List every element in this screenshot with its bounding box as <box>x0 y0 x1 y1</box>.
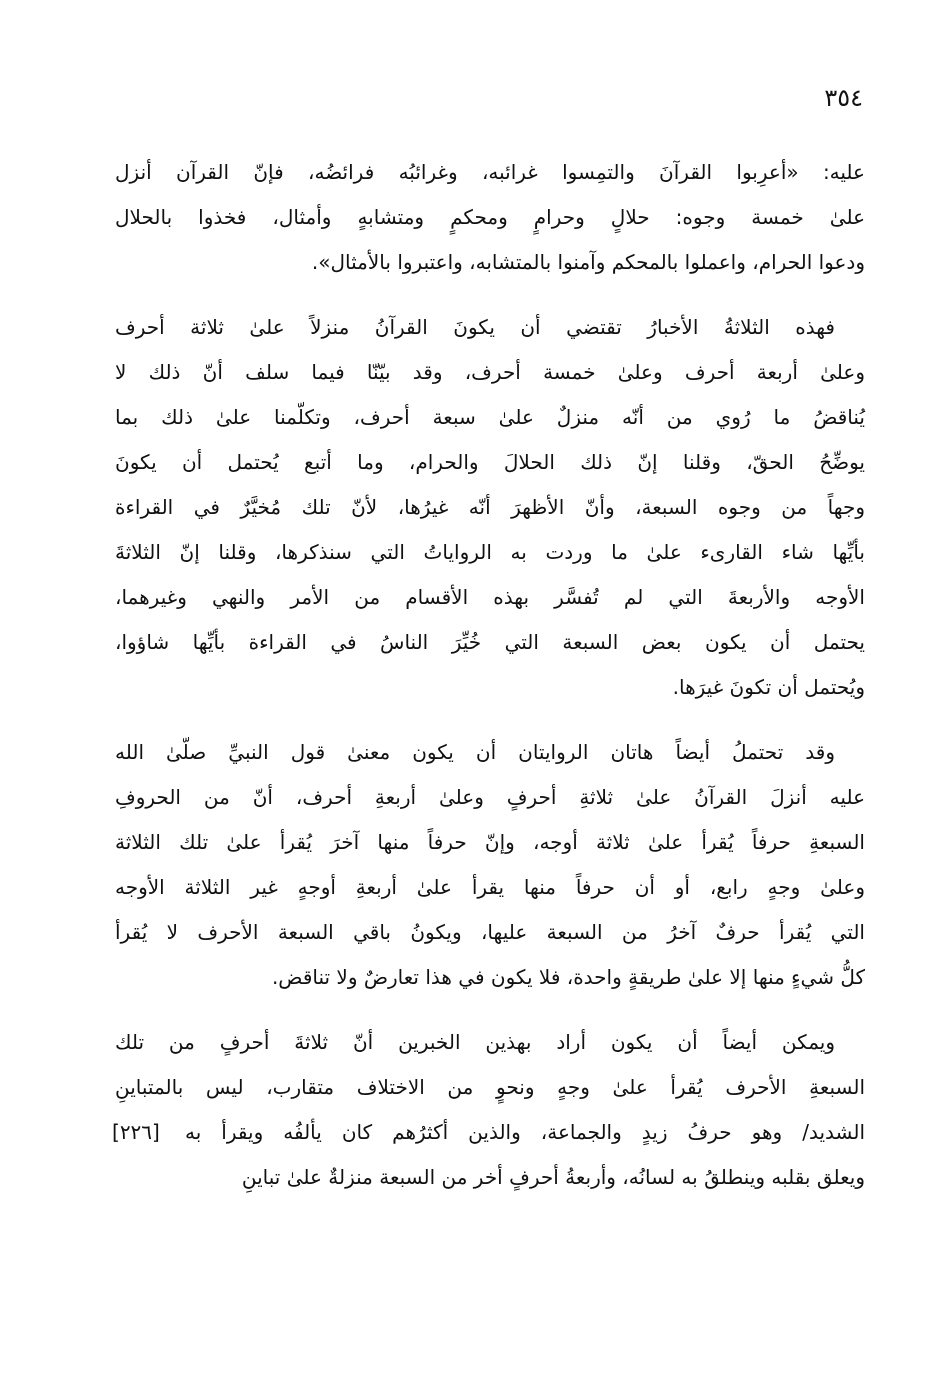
text-line: وعلىٰ وجهٍ رابع، أو أن حرفاً منها يقرأ علىٰ أربعةِ أوجهٍ غير الثلاثة الأوجه <box>115 875 865 899</box>
text-line: الأوجه والأربعةَ التي لم تُفسَّر بهذه الأقسام من الأمر والنهي وغيرهما، <box>115 585 865 609</box>
text-line: ويعلق بقلبه وينطلقُ به لسانُه، وأربعةُ أحرفٍ أخر من السبعة منزلةٌ علىٰ تباينِ <box>241 1165 865 1189</box>
text-line: يُناقضُ ما رُوي من أنّه منزلٌ علىٰ سبعة أحرف، وتكلّمنا علىٰ ذلك بما <box>115 405 865 429</box>
text-line: عليه: «أعرِبوا القرآنَ والتمِسوا غرائبه، وغرائبُه فرائضُه، فإنّ القرآن أنزل <box>115 160 865 184</box>
paragraph <box>115 305 865 710</box>
paragraph <box>115 1020 865 1200</box>
text-line: ويُحتمل أن تكونَ غيرَها. <box>672 675 865 699</box>
text-line: التي يُقرأ حرفٌ آخرُ من السبعة عليها، ويكونُ باقي السبعة الأحرف لا يُقرأ <box>115 920 865 944</box>
text-line: يحتمل أن يكون بعض السبعة التي خُيِّرَ الناسُ في القراءة بأيِّها شاؤوا، <box>115 630 865 654</box>
text-line: السبعةِ الأحرف يُقرأ علىٰ وجهٍ ونحوٍ من الاختلاف متقارب، ليس بالمتباينِ <box>115 1075 865 1099</box>
margin-page-reference: [٢٢٦] <box>112 1120 160 1144</box>
text-line: وقد تحتملُ أيضاً هاتان الروايتان أن يكون معنىٰ قول النبيِّ صلّىٰ الله <box>115 740 835 764</box>
text-line: الشديد/ وهو حرفُ زيدٍ والجماعة، والذين أكثرُهم كان يألفُه ويقرأ به <box>185 1120 865 1144</box>
text-line: وجهاً من وجوه السبعة، وأنّ الأظهرَ أنّه غيرُها، لأنّ تلك مُخيَّرٌ في القراءة <box>115 495 865 519</box>
text-line: يوضِّحُ الحقّ، وقلنا إنّ ذلك الحلالَ والحرام، وما أتبع يُحتمل أن يكونَ <box>115 450 865 474</box>
text-line: كلُّ شيءٍ منها إلا علىٰ طريقةٍ واحدة، فلا يكون في هذا تعارضٌ ولا تناقض. <box>271 965 865 989</box>
text-line: علىٰ خمسة وجوه: حلالٍ وحرامٍ ومحكمٍ ومتشابهٍ وأمثال، فخذوا بالحلال <box>115 205 865 229</box>
text-line: ويمكن أيضاً أن يكون أراد بهذين الخبرين أنّ ثلاثةَ أحرفٍ من تلك <box>115 1030 835 1054</box>
text-line: ودعوا الحرام، واعملوا بالمحكم وآمنوا بالمتشابه، واعتبروا بالأمثال». <box>311 250 865 274</box>
paragraph <box>115 730 865 1000</box>
page-number: ٣٥٤ <box>824 84 863 112</box>
text-line: وعلىٰ أربعة أحرف وعلىٰ خمسة أحرف، وقد بيّنّا فيما سلف أنّ ذلك لا <box>115 360 865 384</box>
text-line: عليه أنزلَ القرآنُ علىٰ ثلاثةِ أحرفٍ وعلىٰ أربعةِ أحرف، أنّ من الحروفِ <box>115 785 865 809</box>
text-line: بأيِّها شاء القارىء علىٰ ما وردت به الرواياتُ التي سنذكرها، وقلنا إنّ الثلاثةَ <box>115 540 865 564</box>
text-line: فهذه الثلاثةُ الأخبارُ تقتضي أن يكونَ القرآنُ منزلاً علىٰ ثلاثة أحرف <box>115 315 835 339</box>
paragraph <box>115 150 865 285</box>
body-text <box>115 150 865 1220</box>
text-line: السبعةِ حرفاً يُقرأ علىٰ ثلاثة أوجه، وإنّ حرفاً منها آخرَ يُقرأ علىٰ تلك الثلاثة <box>115 830 865 854</box>
